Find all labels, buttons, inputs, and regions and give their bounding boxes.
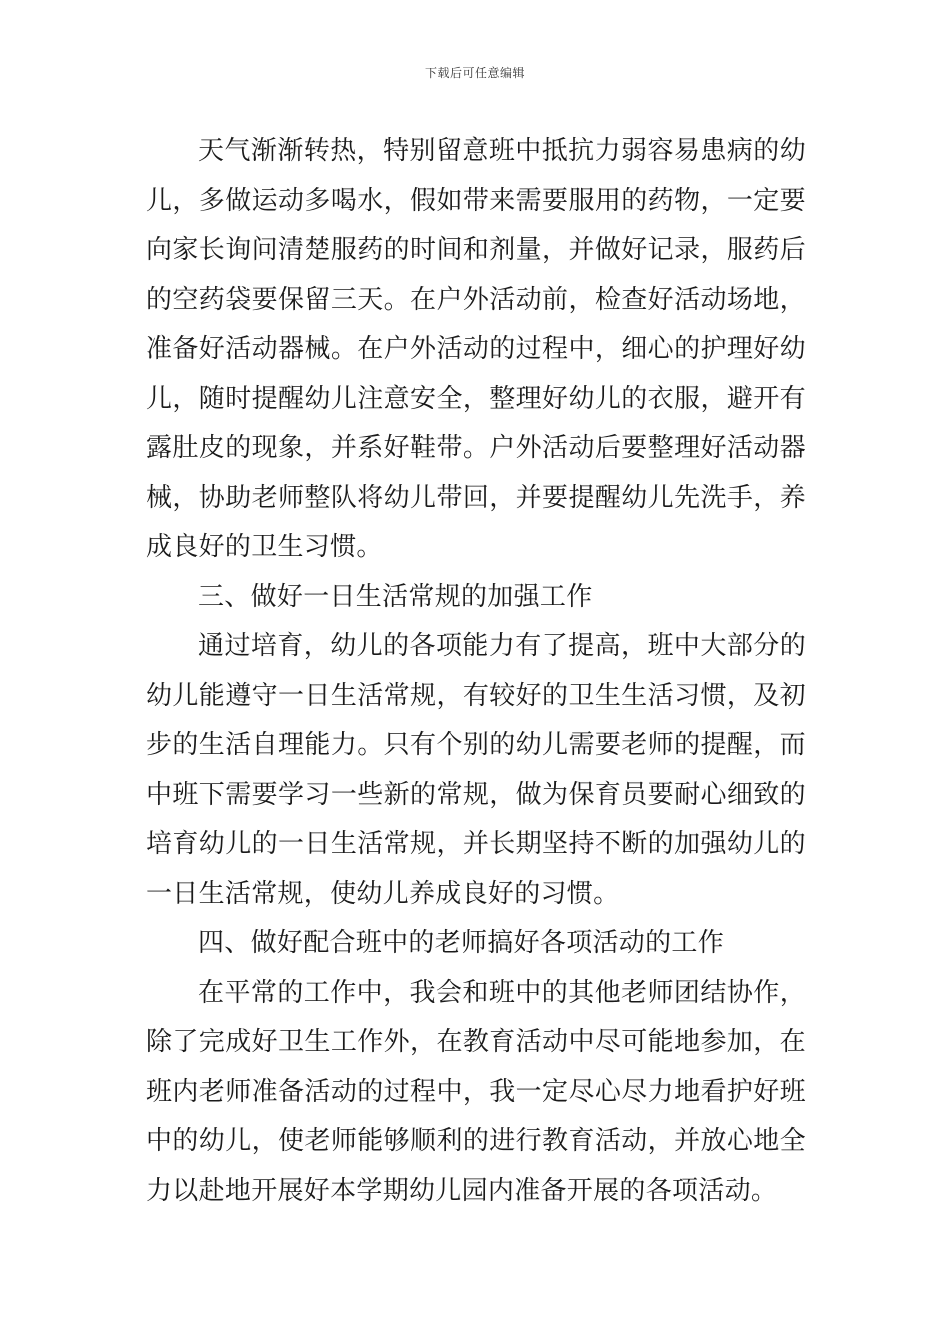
document-body xyxy=(146,127,806,1216)
page-header: 下载后可任意编辑 xyxy=(424,66,525,80)
paragraph-hygiene-outdoor: 天气渐渐转热，特别留意班中抵抗力弱容易患病的幼儿，多做运动多喝水，假如带来需要服用的药物，一定要向家长询问清楚服药的时间和剂量，并做好记录，服药后的空药袋要保留三天。在户外活动前，检查好活动场地，准备好活动器械。在户外活动的过程中，细心的护理好幼儿，随时提醒幼儿注意安全，整理好幼儿的衣服，避开有露肚皮的现象，并系好鞋带。户外活动后要整理好活动器械，协助老师整队将幼儿带回，并要提醒幼儿先洗手，养成良好的卫生习惯。 xyxy=(146,136,806,562)
paragraph-cooperation: 在平常的工作中，我会和班中的其他老师团结协作，除了完成好卫生工作外，在教育活动中尽可能地参加，在班内老师准备活动的过程中，我一定尽心尽力地看护好班中的幼儿，使老师能够顺利的进行教育活动，并放心地全力以赴地开展好本学期幼儿园内准备开展的各项活动。 xyxy=(146,977,806,1206)
section-heading-daily-routine: 三、做好一日生活常规的加强工作 xyxy=(198,581,593,612)
section-heading-cooperation: 四、做好配合班中的老师搞好各项活动的工作 xyxy=(198,928,725,958)
paragraph-daily-routine: 通过培育，幼儿的各项能力有了提高，班中大部分的幼儿能遵守一日生活常规，有较好的卫生生活习惯，及初步的生活自理能力。只有个别的幼儿需要老师的提醒，而中班下需要学习一些新的常规，做为保育员要耐心细致的培育幼儿的一日生活常规，并长期坚持不断的加强幼儿的一日生活常规，使幼儿养成良好的习惯。 xyxy=(146,631,806,909)
